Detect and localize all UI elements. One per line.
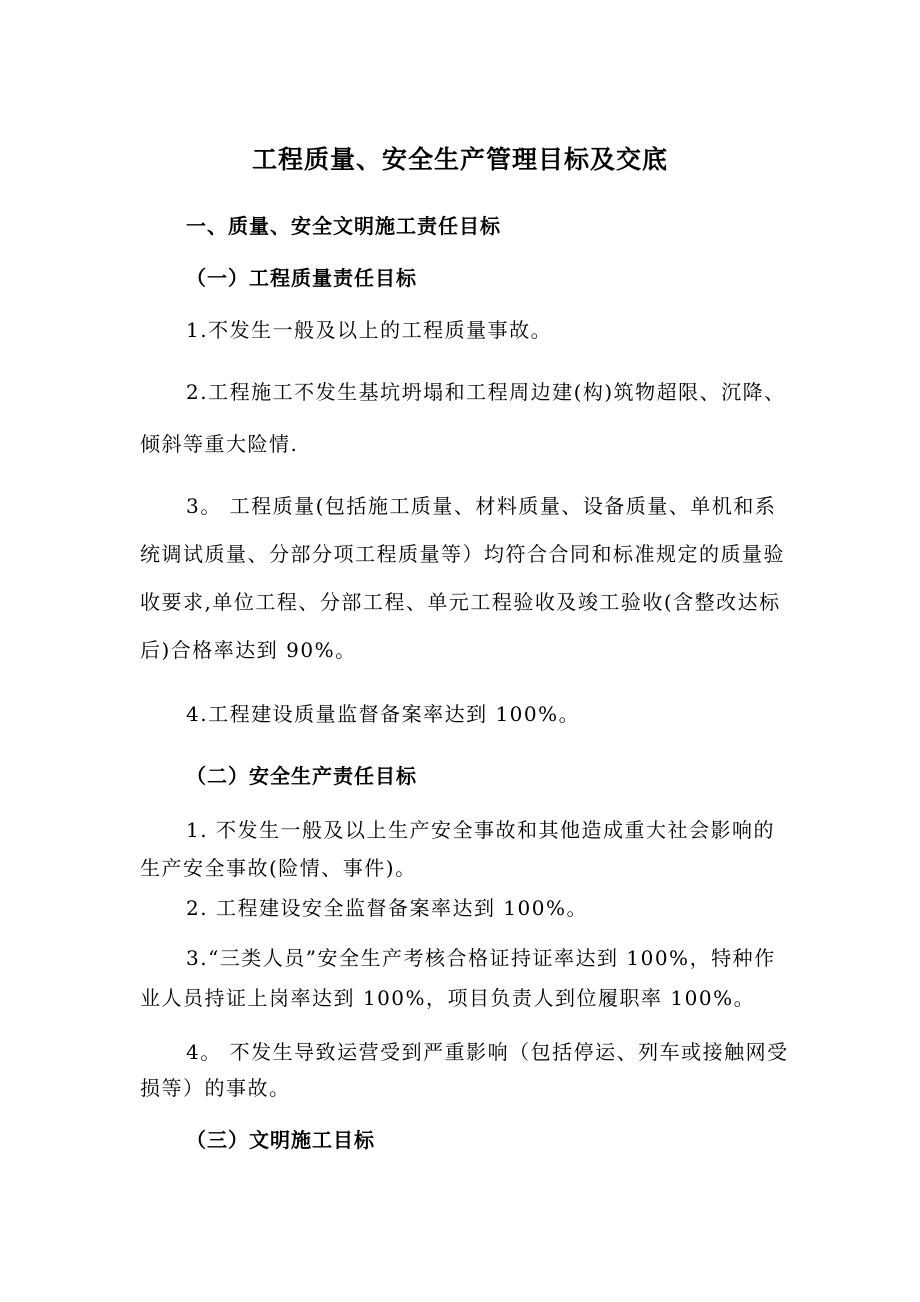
subsection-heading-quality: （一）工程质量责任目标 <box>186 266 417 290</box>
quality-item-2-line-2: 倾斜等重大险情. <box>140 432 299 456</box>
section-heading-responsibility-targets: 一、质量、安全文明施工责任目标 <box>186 214 501 238</box>
safety-item-3-line-1: 3.“三类人员”安全生产考核合格证持证率达到 100%，特种作 <box>186 946 776 970</box>
quality-item-3-line-4: 后)合格率达到 90%。 <box>140 638 357 662</box>
subsection-heading-civilized-construction: （三）文明施工目标 <box>186 1128 375 1152</box>
safety-item-4-line-1: 4。 不发生导致运营受到严重影响（包括停运、列车或接触网受 <box>186 1040 789 1064</box>
safety-item-2: 2. 工程建设安全监督备案率达到 100%。 <box>186 896 588 920</box>
quality-item-1: 1.不发生一般及以上的工程质量事故。 <box>186 318 553 342</box>
safety-item-1-line-2: 生产安全事故(险情、事件)。 <box>140 856 417 880</box>
quality-item-3-line-2: 统调试质量、分部分项工程质量等）均符合合同和标准规定的质量验 <box>140 542 785 566</box>
safety-item-1-line-1: 1. 不发生一般及以上生产安全事故和其他造成重大社会影响的 <box>186 818 775 842</box>
document-title: 工程质量、安全生产管理目标及交底 <box>251 145 668 174</box>
safety-item-3-line-2: 业人员持证上岗率达到 100%，项目负责人到位履职率 100%。 <box>140 986 756 1010</box>
quality-item-4: 4.工程建设质量监督备案率达到 100%。 <box>186 702 581 726</box>
safety-item-4-line-2: 损等）的事故。 <box>140 1076 291 1100</box>
quality-item-3-line-1: 3。 工程质量(包括施工质量、材料质量、设备质量、单机和系 <box>186 494 777 518</box>
quality-item-2-line-1: 2.工程施工不发生基坑坍塌和工程周边建(构)筑物超限、沉降、 <box>186 380 786 404</box>
subsection-heading-safety: （二）安全生产责任目标 <box>186 764 417 788</box>
quality-item-3-line-3: 收要求,单位工程、分部工程、单元工程验收及竣工验收(含整改达标 <box>140 590 781 614</box>
